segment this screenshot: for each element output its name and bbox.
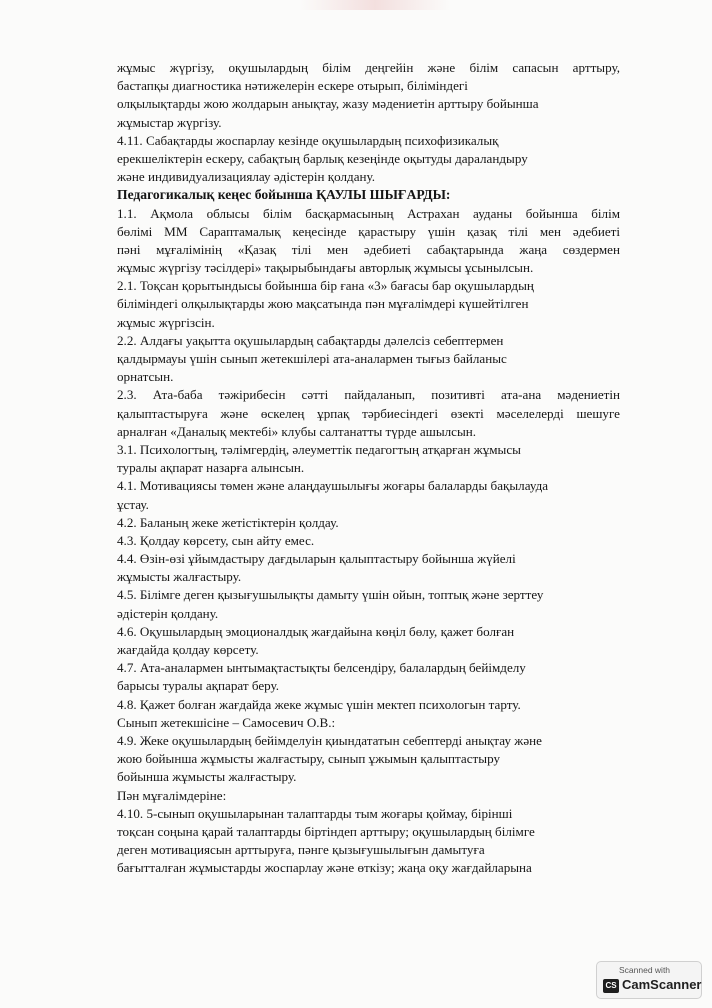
stamp-trace	[300, 0, 450, 10]
text-line: Пән мұғалімдеріне:	[117, 787, 227, 803]
text-line: туралы ақпарат назарға алынсын.	[117, 460, 305, 476]
text-line: жұмыс жүргізу, оқушылардың білім деңгейін және білім сапасын арттыру,	[117, 60, 620, 75]
text-line: жұмыс жүргізу тәсілдері» тақырыбындағы авторлық жұмысы ұсынылсын.	[117, 260, 534, 276]
text-line: 1.1. Ақмола облысы білім басқармасының Астрахан ауданы бойынша білім	[117, 205, 620, 221]
text-line: 2.3. Ата-баба тәжірибесін сәтті пайдаланып, позитивті ата-ана мәдениетін	[117, 387, 620, 403]
text-line: біліміндегі олқылықтарды жою мақсатында пән мұғалімдері күшейтілген	[117, 296, 529, 312]
text-line: 2.2. Алдағы уақытта оқушылардың сабақтарды дәлелсіз себептермен	[117, 332, 504, 348]
text-line: Сынып жетекшісіне – Самосевич О.В.:	[117, 714, 336, 730]
text-line: 4.10. 5-сынып оқушыларынан талаптарды тым жоғары қоймау, бірінші	[117, 805, 513, 821]
text-line: бағытталған жұмыстарды жоспарлау және өткізу; жаңа оқу жағдайларына	[117, 860, 532, 876]
text-line: пәні мұғалімінің «Қазақ тілі мен әдебиеті сабақтарында жаңа сөздермен	[117, 241, 620, 257]
text-line: жою бойынша жұмысты жалғастыру, сынып ұжымын қалыптастыру	[117, 751, 500, 767]
resolution-heading: Педагогикалық кеңес бойынша ҚАУЛЫ ШЫҒАРДЫ:	[117, 187, 451, 203]
text-line: 4.11. Сабақтарды жоспарлау кезінде оқушылардың психофизикалық	[117, 132, 499, 148]
text-line: 4.7. Ата-аналармен ынтымақтастықты белсендіру, балалардың бейімделу	[117, 660, 526, 676]
text-line: қалдырмауы үшін сынып жетекшілері ата-аналармен тығыз байланыс	[117, 351, 507, 366]
text-line: қалыптастыруға және өскелең ұрпақ тәрбиесіндегі өзекті мәселелерді шешуге	[117, 405, 620, 421]
text-line: жұмысты жалғастыру.	[117, 569, 242, 585]
watermark-caption: Scanned with	[619, 965, 671, 975]
camscanner-logo-icon: CS	[603, 979, 619, 993]
text-line: барысы туралы ақпарат беру.	[117, 678, 280, 694]
text-line: 4.4. Өзін-өзі ұйымдастыру дағдыларын қалыптастыру бойынша жүйелі	[117, 551, 516, 567]
text-line: арналған «Даналық мектебі» клубы салтанатты түрде ашылсын.	[117, 423, 477, 439]
text-line: 3.1. Психологтың, тәлімгердің, әлеуметтік педагогтың атқарған жұмысы	[117, 441, 521, 457]
text-line: 4.2. Баланың жеке жетістіктерін қолдау.	[117, 514, 339, 530]
text-line: олқылықтарды жою жолдарын анықтау, жазу мәдениетін арттыру бойынша	[117, 96, 539, 112]
text-line: орнатсын.	[117, 369, 174, 385]
text-line: ұстау.	[117, 496, 149, 512]
text-line: бөлімі ММ Сараптамалық кеңесінде қарастыру үшін қазақ тілі мен әдебиеті	[117, 223, 620, 239]
text-line: 4.5. Білімге деген қызығушылықты дамыту үшін ойын, топтық және зерттеу	[117, 587, 544, 603]
text-line: бастапқы диагностика нәтижелерін ескере отырып, біліміндегі	[117, 78, 468, 94]
text-line: ерекшеліктерін ескеру, сабақтың барлық кезеңінде оқытуды дараландыру	[117, 150, 528, 166]
text-line: 4.8. Қажет болған жағдайда жеке жұмыс үшін мектеп психологын тарту.	[117, 696, 521, 712]
text-line: 4.3. Қолдау көрсету, сын айту емес.	[117, 532, 315, 548]
text-line: деген мотивациясын арттыруға, пәнге қызығушылығын дамытуға	[117, 842, 485, 858]
text-line: 4.1. Мотивациясы төмен және алаңдаушылығы жоғары балаларды бақылауда	[117, 478, 549, 494]
text-line: жұмыс жүргізсін.	[117, 314, 215, 330]
watermark-brand: CamScanner	[622, 977, 702, 992]
document-body	[117, 59, 620, 877]
text-line: 4.6. Оқушылардың эмоционалдық жағдайына көңіл бөлу, қажет болған	[117, 623, 515, 639]
text-line: жағдайда қолдау көрсету.	[117, 642, 259, 657]
text-line: жұмыстар жүргізу.	[117, 114, 222, 130]
text-line: бойынша жұмысты жалғастыру.	[117, 769, 297, 785]
text-line: тоқсан соңына қарай талаптарды біртіндеп арттыру; оқушылардың білімге	[117, 823, 535, 839]
camscanner-watermark	[596, 961, 702, 999]
text-line: 4.9. Жеке оқушылардың бейімделуін қиындататын себептерді анықтау және	[117, 732, 542, 748]
text-line: және индивидуализациялау әдістерін қолдану.	[117, 169, 376, 185]
text-line: әдістерін қолдану.	[117, 605, 219, 621]
text-line: 2.1. Тоқсан қорытындысы бойынша бір ғана «3» бағасы бар оқушылардың	[117, 278, 534, 294]
